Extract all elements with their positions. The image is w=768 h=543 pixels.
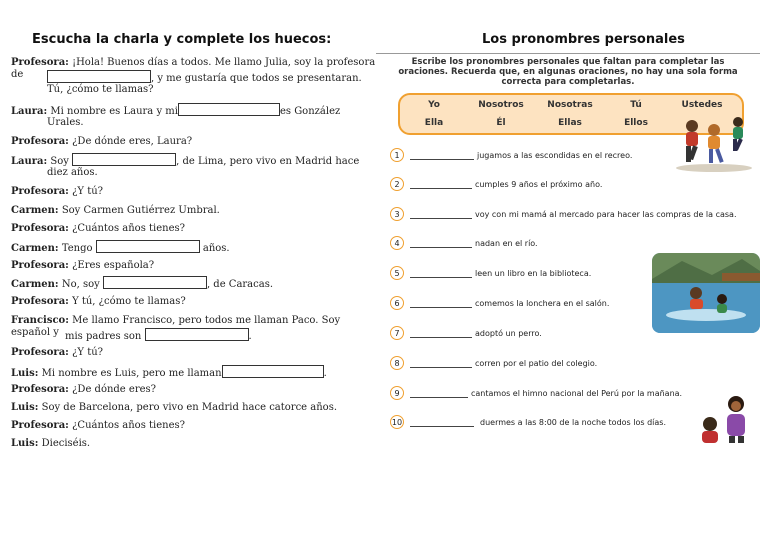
dialogue-text: ¿Y tú? <box>72 347 104 358</box>
speaker-label: Profesora: <box>11 347 69 358</box>
exercise-number: 3 <box>390 207 404 221</box>
dialogue-text: Soy <box>50 156 69 167</box>
dialogue-line <box>11 136 379 148</box>
speaker-label: Carmen: <box>11 279 59 290</box>
exercise-item <box>390 147 632 163</box>
speaker-label: Profesora: <box>11 260 69 271</box>
exercise-item <box>390 206 736 222</box>
exercise-number: 7 <box>390 326 404 340</box>
exercise-number: 1 <box>390 148 404 162</box>
exercise-text: voy con mi mamá al mercado para hacer las compras de la casa. <box>475 209 737 219</box>
dialogue-line <box>11 205 379 217</box>
exercise-text: adoptó un perro. <box>475 328 542 338</box>
fill-in-blank[interactable] <box>222 365 324 378</box>
pronoun-word: Él <box>496 118 506 128</box>
pronoun-word: Ella <box>424 118 444 128</box>
dialogue-line <box>11 186 379 198</box>
dialogue-text: ¡Hola! Buenos días a todos. Me llamo Julia, soy la profesora de <box>11 57 376 80</box>
pronoun-word: Tú <box>630 100 642 110</box>
exercise-text: comemos la lonchera en el salón. <box>475 298 610 308</box>
pronoun-word: Nosotras <box>547 100 593 110</box>
speaker-label: Profesora: <box>11 296 69 307</box>
dialogue-text: mis padres son <box>65 331 142 342</box>
dialogue-text: Urales. <box>47 117 84 128</box>
fill-in-blank[interactable] <box>47 70 151 83</box>
dialogue-line <box>11 328 433 343</box>
exercise-number: 8 <box>390 356 404 370</box>
pronoun-word: Ellos <box>624 118 648 128</box>
exercise-text: corren por el patio del colegio. <box>475 358 598 368</box>
fill-in-blank[interactable] <box>96 240 200 253</box>
exercise-text: nadan en el río. <box>475 238 538 248</box>
exercise-text: duermes a las 8:00 de la noche todos los días. <box>480 417 666 427</box>
dialogue-line <box>11 103 379 118</box>
exercise-number: 10 <box>390 415 404 429</box>
speaker-label: Carmen: <box>11 205 59 216</box>
dialogue-text: Y tú, ¿cómo te llamas? <box>72 296 186 307</box>
answer-line[interactable] <box>410 210 472 219</box>
dialogue-text: , de Lima, pero vivo en Madrid hace <box>176 156 360 167</box>
dialogue-line <box>11 365 379 380</box>
dialogue-text: ¿De dónde eres? <box>72 384 157 395</box>
dialogue-line <box>11 260 379 272</box>
speaker-label: Profesora: <box>11 136 69 147</box>
dialogue-text: Soy Carmen Gutiérrez Umbral. <box>61 205 220 216</box>
speaker-label: Profesora: <box>11 420 69 431</box>
dialogue-text: diez años. <box>47 167 98 178</box>
speaker-label: Profesora: <box>11 57 69 68</box>
children-illustration <box>694 392 760 444</box>
answer-line[interactable] <box>410 299 472 308</box>
dialogue-text: , y me gustaría que todos se presentaran. <box>151 73 362 84</box>
children-swimming-illustration <box>652 253 760 333</box>
speaker-label: Francisco: <box>11 315 69 326</box>
answer-line[interactable] <box>410 418 474 427</box>
pronouns-worksheet-title: Los pronombres personales <box>482 32 685 47</box>
pronoun-word: Ellas <box>558 118 582 128</box>
fill-in-blank[interactable] <box>72 153 176 166</box>
dialogue-line <box>11 70 415 85</box>
exercise-item <box>390 385 682 401</box>
speaker-label: Luis: <box>11 438 39 449</box>
dialogue-line <box>11 402 379 414</box>
children-running-illustration <box>672 112 756 174</box>
dialogue-text: Soy de Barcelona, pero vivo en Madrid hace catorce años. <box>41 402 337 413</box>
dialogue-text: Tú, ¿cómo te llamas? <box>47 84 154 95</box>
dialogue-text: ¿Y tú? <box>72 186 104 197</box>
fill-in-blank[interactable] <box>145 328 249 341</box>
dialogue-line <box>11 347 379 359</box>
dialogue-text: ¿Cuántos años tienes? <box>72 223 185 234</box>
dialogue-line <box>11 296 379 308</box>
dialogue-text: ¿Eres española? <box>72 260 155 271</box>
listening-worksheet-title: Escucha la charla y complete los huecos: <box>32 32 332 47</box>
answer-line[interactable] <box>410 151 474 160</box>
pronoun-word: Yo <box>428 100 440 110</box>
answer-line[interactable] <box>410 359 472 368</box>
dialogue-line <box>11 153 379 168</box>
dialogue-text: Dieciséis. <box>41 438 91 449</box>
exercise-number: 2 <box>390 177 404 191</box>
speaker-label: Carmen: <box>11 243 59 254</box>
speaker-label: Laura: <box>11 106 48 117</box>
answer-line[interactable] <box>410 329 472 338</box>
fill-in-blank[interactable] <box>103 276 207 289</box>
pronoun-word: Nosotros <box>478 100 524 110</box>
exercise-item <box>390 295 609 311</box>
dialogue-text: , de Caracas. <box>206 279 274 290</box>
dialogue-line <box>11 276 379 291</box>
exercise-number: 4 <box>390 236 404 250</box>
exercise-item <box>390 235 538 251</box>
dialogue-line <box>11 420 379 432</box>
exercise-text: jugamos a las escondidas en el recreo. <box>477 150 633 160</box>
exercise-item <box>390 265 591 281</box>
exercise-number: 5 <box>390 266 404 280</box>
dialogue-line <box>11 384 379 396</box>
exercise-text: cumples 9 años el próximo año. <box>475 179 603 189</box>
exercise-item <box>390 176 602 192</box>
dialogue-text: años. <box>202 243 230 254</box>
exercise-item <box>390 355 597 371</box>
speaker-label: Profesora: <box>11 186 69 197</box>
exercise-item <box>390 325 542 341</box>
dialogue-text: Mi nombre es Laura y mi <box>50 106 178 117</box>
answer-line[interactable] <box>410 180 472 189</box>
speaker-label: Luis: <box>11 368 39 379</box>
dialogue-line <box>11 167 415 179</box>
exercise-text: cantamos el himno nacional del Perú por la mañana. <box>471 388 683 398</box>
speaker-label: Laura: <box>11 156 48 167</box>
dialogue-text: . <box>323 368 327 379</box>
speaker-label: Luis: <box>11 402 39 413</box>
fill-in-blank[interactable] <box>178 103 280 116</box>
dialogue-line <box>11 223 379 235</box>
dialogue-text: Me llamo Francisco, pero todos me llaman Paco. Soy español y <box>11 315 341 338</box>
pronoun-word: Ustedes <box>681 100 723 110</box>
exercise-number: 6 <box>390 296 404 310</box>
dialogue-text: Tengo <box>61 243 93 254</box>
exercise-item <box>390 414 666 430</box>
dialogue-line <box>11 84 415 96</box>
speaker-label: Profesora: <box>11 384 69 395</box>
divider <box>376 53 760 54</box>
speaker-label: Profesora: <box>11 223 69 234</box>
instructions: Escribe los pronombres personales que faltan para completar las oraciones. Recuerda que, en algunas oraciones, no hay una sola forma correcta para completarlas. <box>398 57 738 87</box>
answer-line[interactable] <box>410 269 472 278</box>
answer-line[interactable] <box>410 239 472 248</box>
dialogue-text: ¿Cuántos años tienes? <box>72 420 185 431</box>
dialogue-line <box>11 438 379 450</box>
dialogue-text: Mi nombre es Luis, pero me llaman <box>41 368 222 379</box>
dialogue-text: es González <box>279 106 341 117</box>
dialogue-line <box>11 117 415 129</box>
dialogue-text: ¿De dónde eres, Laura? <box>72 136 193 147</box>
exercise-text: leen un libro en la biblioteca. <box>475 268 592 278</box>
exercise-number: 9 <box>390 386 404 400</box>
dialogue-line <box>11 240 379 255</box>
dialogue-text: No, soy <box>61 279 100 290</box>
dialogue-text: . <box>248 331 252 342</box>
answer-line[interactable] <box>410 389 468 398</box>
